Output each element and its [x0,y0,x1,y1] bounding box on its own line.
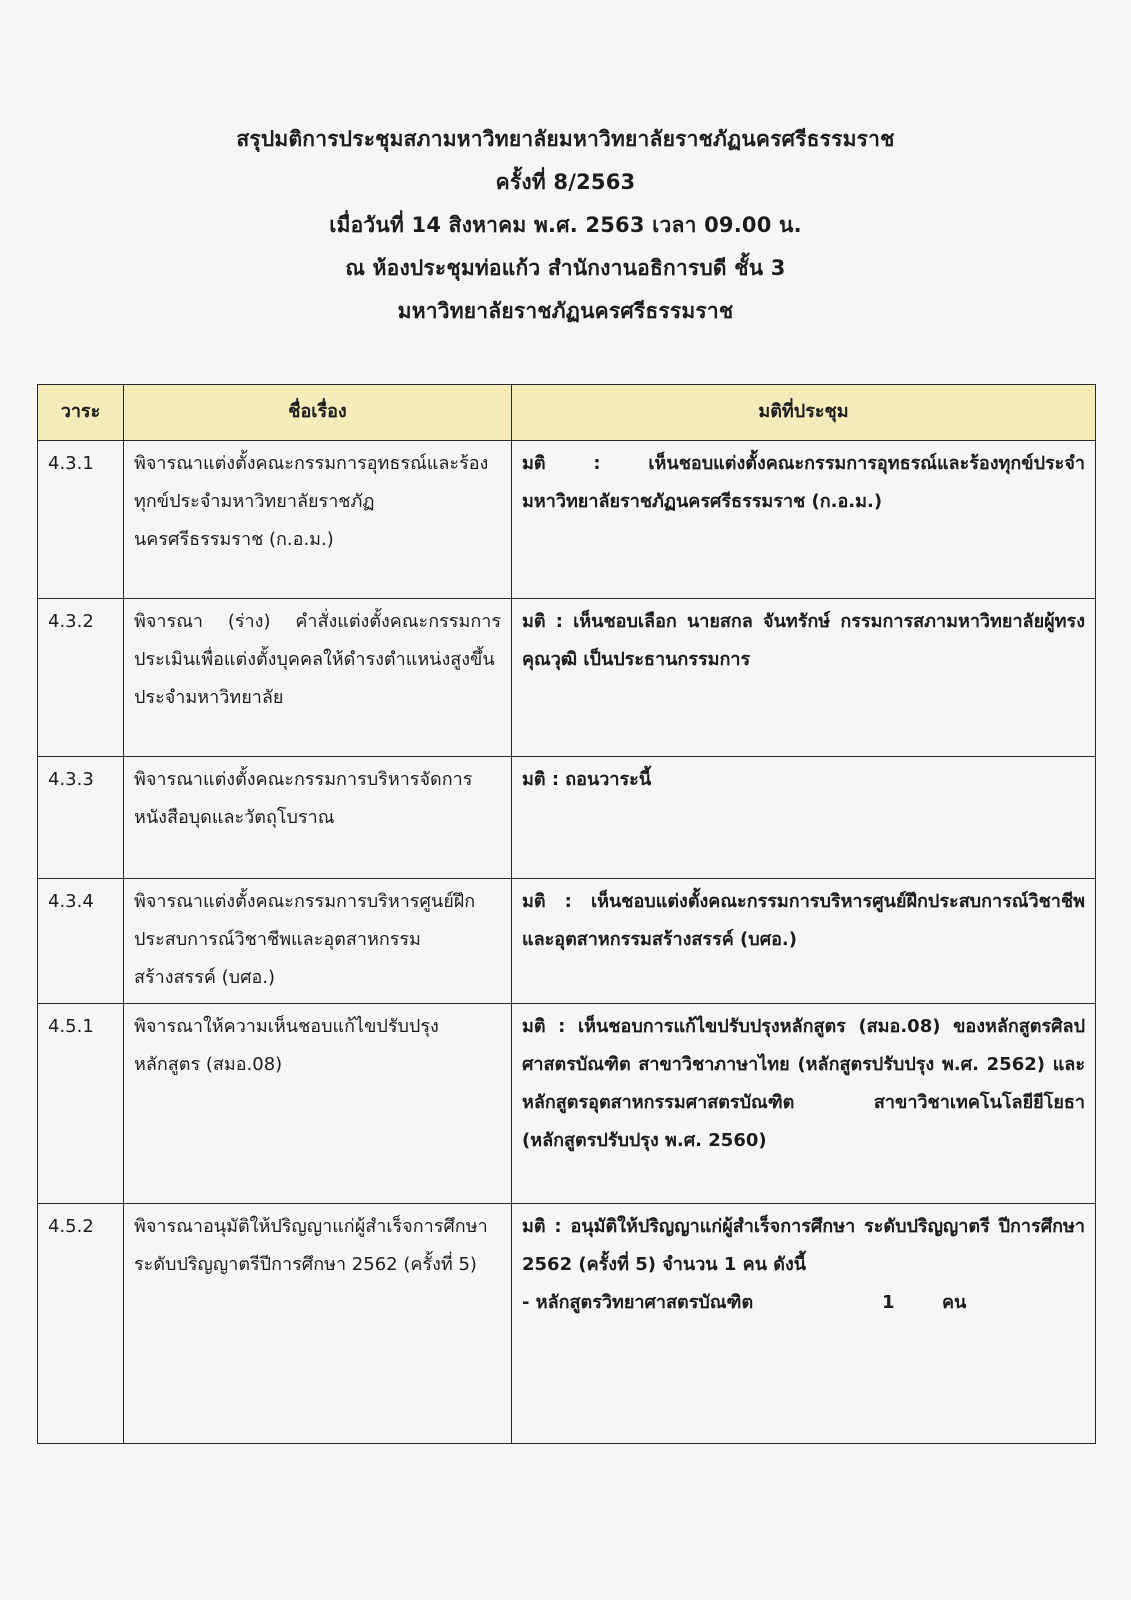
table-row [38,879,1096,1004]
row-resolution: มติ : ถอนวาระนี้ [512,757,1096,879]
row-item: 4.3.2 [38,599,124,757]
heading-date: เมื่อวันที่ 14 สิงหาคม พ.ศ. 2563 เวลา 09.00 น. [329,213,802,237]
table-row [38,441,1096,599]
heading-meeting-number: ครั้งที่ 8/2563 [495,170,636,194]
row-title: พิจารณา (ร่าง) คำสั่งแต่งตั้งคณะกรรมการประเมินเพื่อแต่งตั้งบุคคลให้ดำรงตำแหน่งสูงขึ้นประจำมหาวิทยาลัย [124,599,512,757]
table-row [38,599,1096,757]
row-item: 4.3.4 [38,879,124,1004]
header-item: วาระ [38,385,124,441]
row-title: พิจารณาให้ความเห็นชอบแก้ไขปรับปรุงหลักสูตร (สมอ.08) [124,1004,512,1204]
header-title: ชื่อเรื่อง [124,385,512,441]
table-header-row [38,385,1096,441]
table-row [38,757,1096,879]
header-resolution: มติที่ประชุม [512,385,1096,441]
heading-university: มหาวิทยาลัยราชภัฏนครศรีธรรมราช [397,299,734,323]
heading-title: สรุปมติการประชุมสภามหาวิทยาลัยมหาวิทยาลัยราชภัฏนครศรีธรรมราช [236,127,895,151]
graduate-count: 1 [882,1292,895,1313]
row-item: 4.3.3 [38,757,124,879]
table-row [38,1004,1096,1204]
graduate-unit: คน [942,1292,967,1313]
row-resolution: มติ : เห็นชอบการแก้ไขปรับปรุงหลักสูตร (สมอ.08) ของหลักสูตรศิลปศาสตรบัณฑิต สาขาวิชาภาษาไทย (หลักสูตรปรับปรุง พ.ศ. 2562) และหลักสูตรอุตสาหกรรมศาสตรบัณฑิต สาขาวิชาเทคโนโลยียีโยธา (หลักสูตรปรับปรุง พ.ศ. 2560) [512,1004,1096,1204]
row-resolution: มติ : เห็นชอบแต่งตั้งคณะกรรมการบริหารศูนย์ฝึกประสบการณ์วิชาชีพและอุตสาหกรรมสร้างสรรค์ (บศอ.) [512,879,1096,1004]
document-heading [0,118,1131,333]
row-title: พิจารณาอนุมัติให้ปริญญาแก่ผู้สำเร็จการศึกษาระดับปริญญาตรีปีการศึกษา 2562 (ครั้งที่ 5) [124,1204,512,1444]
row-item: 4.5.1 [38,1004,124,1204]
row-title: พิจารณาแต่งตั้งคณะกรรมการอุทธรณ์และร้องทุกข์ประจำมหาวิทยาลัยราชภัฏนครศรีธรรมราช (ก.อ.ม.) [124,441,512,599]
row-title: พิจารณาแต่งตั้งคณะกรรมการบริหารศูนย์ฝึกประสบการณ์วิชาชีพและอุตสาหกรรมสร้างสรรค์ (บศอ.) [124,879,512,1004]
row-resolution: มติ : อนุมัติให้ปริญญาแก่ผู้สำเร็จการศึกษา ระดับปริญญาตรี ปีการศึกษา 2562 (ครั้งที่ 5) จำนวน 1 คน ดังนี้ [522,1216,1085,1275]
heading-venue: ณ ห้องประชุมท่อแก้ว สำนักงานอธิการบดี ชั้น 3 [345,256,786,280]
graduate-count-line [522,1284,1085,1322]
row-resolution-cell [512,1204,1096,1444]
row-item: 4.3.1 [38,441,124,599]
row-resolution: มติ : เห็นชอบเลือก นายสกล จันทรักษ์ กรรมการสภามหาวิทยาลัยผู้ทรงคุณวุฒิ เป็นประธานกรรมการ [512,599,1096,757]
program-name: - หลักสูตรวิทยาศาสตรบัณฑิต [522,1292,754,1313]
row-resolution: มติ : เห็นชอบแต่งตั้งคณะกรรมการอุทธรณ์และร้องทุกข์ประจำมหาวิทยาลัยราชภัฏนครศรีธรรมราช (ก.อ.ม.) [512,441,1096,599]
table-row [38,1204,1096,1444]
row-title: พิจารณาแต่งตั้งคณะกรรมการบริหารจัดการหนังสือบุดและวัตถุโบราณ [124,757,512,879]
resolutions-table [37,384,1096,1444]
row-item: 4.5.2 [38,1204,124,1444]
